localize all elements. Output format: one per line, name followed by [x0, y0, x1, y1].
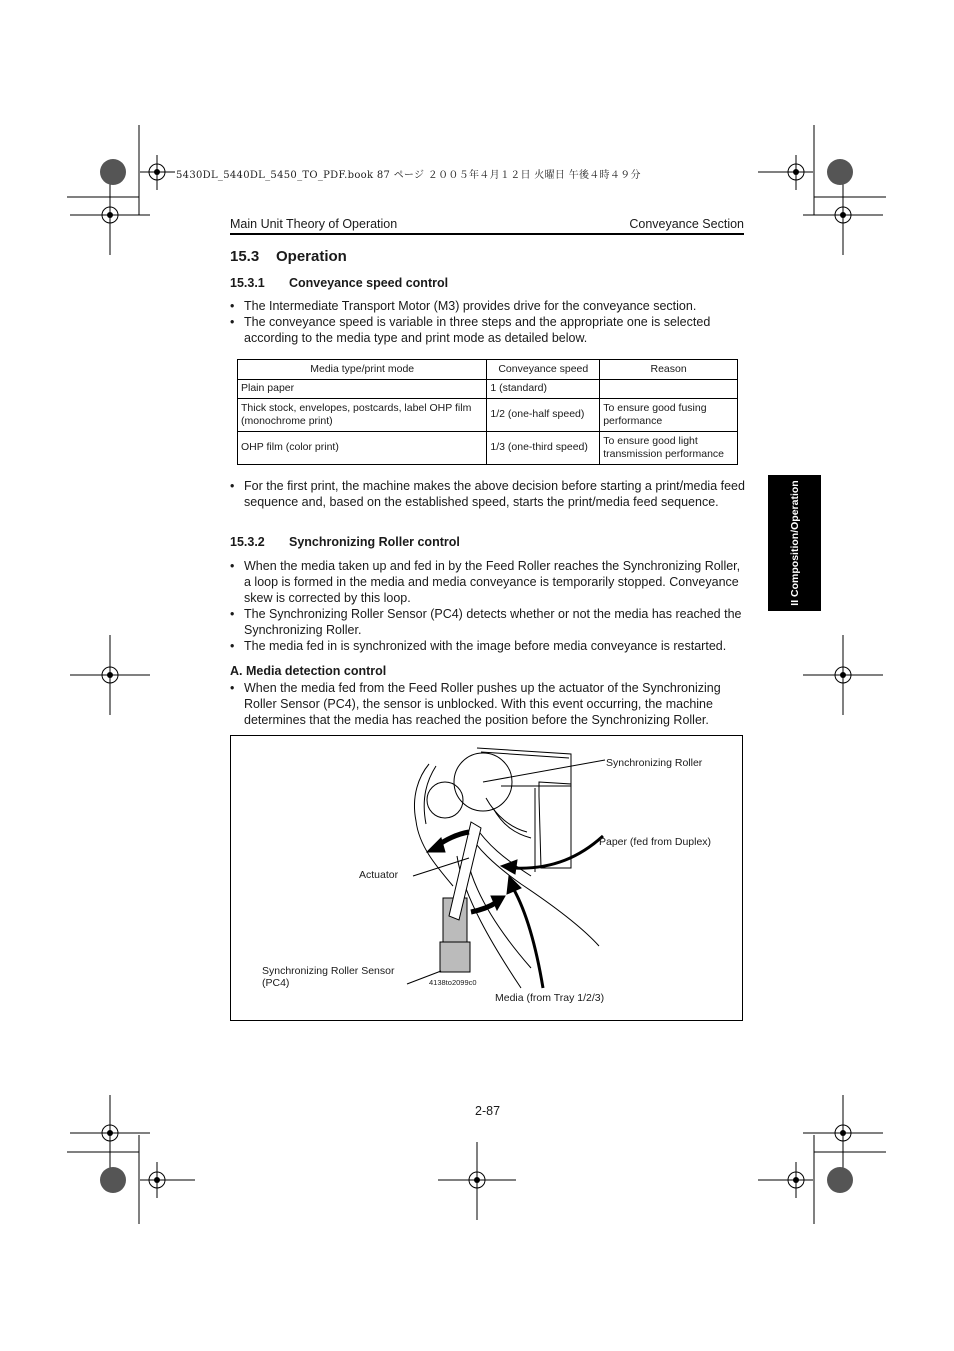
- conveyance-speed-table: [237, 359, 738, 465]
- table-cell: To ensure good fusing performance: [600, 399, 738, 432]
- subsection-number: 15.3.2: [230, 535, 265, 549]
- column-header: Media type/print mode: [238, 360, 487, 380]
- section-number: 15.3: [230, 248, 260, 265]
- column-header: Conveyance speed: [487, 360, 600, 380]
- header-chapter: Main Unit Theory of Operation: [230, 217, 398, 231]
- subsection-heading-a: A. Media detection control: [230, 664, 387, 678]
- side-tab-label: II Composition/Operation: [788, 480, 801, 606]
- header-section: Conveyance Section: [629, 217, 744, 231]
- table-row: [238, 399, 738, 432]
- label-actuator: Actuator: [359, 869, 399, 881]
- section-title: Operation: [276, 248, 347, 265]
- bullet-item: • The conveyance speed is variable in three steps and the appropriate one is selected according to the media type and print mode as detailed below.: [230, 314, 746, 346]
- table-header-row: [238, 360, 738, 380]
- table-cell: [600, 380, 738, 399]
- label-sensor: [262, 965, 394, 989]
- subsection-heading-15-3-2: [230, 535, 460, 549]
- label-media-tray: Media (from Tray 1/2/3): [495, 992, 605, 1004]
- table-row: [238, 380, 738, 399]
- media-detection-figure: [230, 735, 743, 1021]
- table-cell: Plain paper: [238, 380, 487, 399]
- figure-code: 4138to2099c0: [429, 978, 477, 987]
- subsection-heading-15-3-1: [230, 276, 448, 290]
- section-heading: [230, 248, 347, 265]
- subsection-title: Conveyance speed control: [289, 276, 449, 290]
- label-synchronizing-roller: Synchronizing Roller: [606, 757, 703, 769]
- header-rule: [230, 233, 744, 235]
- table-cell: 1/2 (one-half speed): [487, 399, 600, 432]
- table-row: [238, 432, 738, 465]
- bullet-item: • When the media taken up and fed in by the Feed Roller reaches the Synchronizing Roller, a loop is formed in the media and media conveyance is temporarily stopped. Conveyance skew is corrected by this loop.: [230, 558, 746, 606]
- column-header: Reason: [600, 360, 738, 380]
- table-cell: To ensure good light transmission performance: [600, 432, 738, 465]
- bullet-item: • When the media fed from the Feed Roller pushes up the actuator of the Synchronizing Roller Sensor (PC4), the sensor is unblocked. With this event occurring, the machine determines that the media has reached the position before the Synchronizing Roller.: [230, 680, 746, 728]
- subsection-title: Synchronizing Roller control: [289, 535, 460, 549]
- table-cell: Thick stock, envelopes, postcards, label OHP film (monochrome print): [238, 399, 487, 432]
- table-cell: 1/3 (one-third speed): [487, 432, 600, 465]
- label-sensor-line2: (PC4): [262, 977, 290, 989]
- print-info-line: 5430DL_5440DL_5450_TO_PDF.book 87 ページ ２００５年４月１２日 火曜日 午後４時４９分: [176, 170, 641, 181]
- table-cell: OHP film (color print): [238, 432, 487, 465]
- side-chapter-tab: [768, 475, 821, 611]
- bullet-item: • The Synchronizing Roller Sensor (PC4) detects whether or not the media has reached the Synchronizing Roller.: [230, 606, 746, 638]
- bullet-item: • For the first print, the machine makes the above decision before starting a print/media feed sequence and, based on the established speed, starts the print/media feed sequence.: [230, 478, 746, 510]
- label-paper-duplex: Paper (fed from Duplex): [599, 836, 712, 848]
- table-cell: 1 (standard): [487, 380, 600, 399]
- bullet-item: • The media fed in is synchronized with the image before media conveyance is restarted.: [230, 638, 746, 654]
- label-sensor-line1: Synchronizing Roller Sensor: [262, 965, 395, 977]
- subsection-number: 15.3.1: [230, 276, 265, 290]
- page-number: 2-87: [475, 1104, 501, 1118]
- bullet-item: • The Intermediate Transport Motor (M3) provides drive for the conveyance section.: [230, 298, 746, 314]
